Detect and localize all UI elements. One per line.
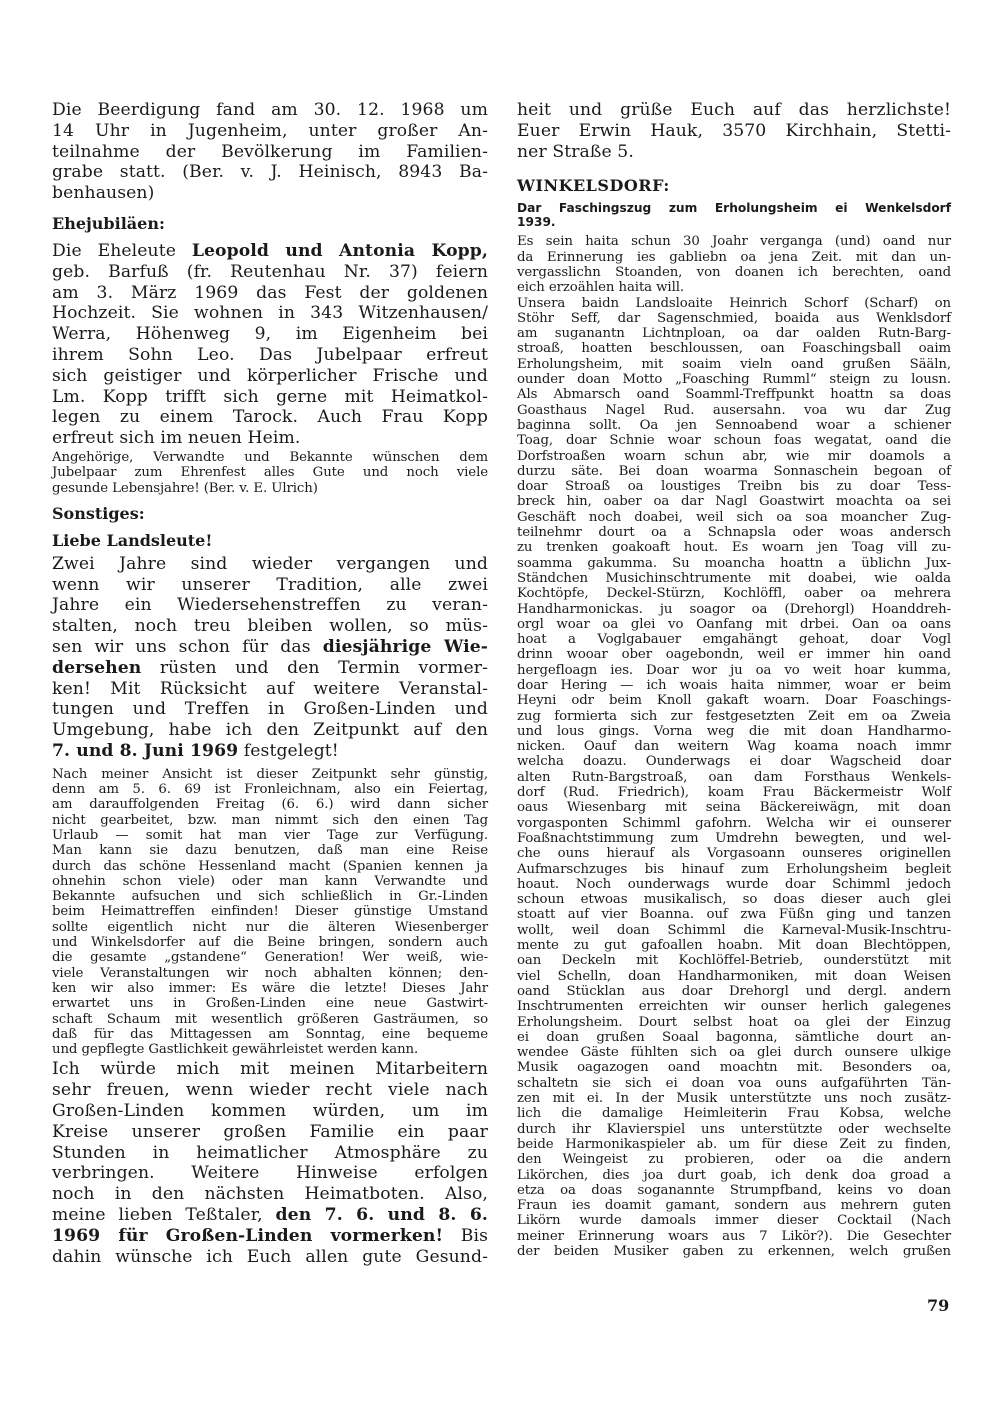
text-line: 14 Uhr in Jugenheim, unter großer An-	[52, 120, 488, 141]
heading-winkelsdorf: WINKELSDORF:	[517, 176, 670, 196]
text-line: oand Stücklan aus doar Drehorgl und dergl. andern	[517, 983, 951, 999]
text-line: Handharmonickas. ju soagor oa (Drehorgl) Hoanddreh-	[517, 601, 951, 617]
text-line: Hochzeit. Sie wohnen in 343 Witzenhausen/	[52, 303, 488, 324]
text-line: Fraun ies doamit gamant, sondern aus mehrern guten	[517, 1198, 951, 1214]
text-line: und gepflegte Gastlichkeit gewährleistet werden kann.	[52, 1042, 419, 1058]
text-line: vorgasponten Schimml gafohrn. Welcha wir ei ounserer	[517, 815, 951, 831]
text-line: oaus Wiesenbarg mit seina Bäckereiwägn, mit doan	[517, 800, 951, 816]
text-line: ounder doan Motto „Foasching Rumml“ steign zu lousn.	[517, 372, 951, 388]
text-line: zu trenken goakoaft hout. Es woarn jen Toag vill zu-	[517, 540, 951, 556]
paragraph-burial	[52, 100, 488, 204]
page-number: 79	[927, 1296, 950, 1315]
text-line: am darauffolgenden Freitag (6. 6.) wird dann sicher	[52, 797, 488, 813]
text-line: baginna sollt. Oa jen Sennoabend woar a schiener	[517, 417, 951, 433]
text-line: viel Schelln, doan Handharmoniken, mit doan Weisen	[517, 968, 951, 984]
text-line: teilnehmr dourt oa a Schnapsla oder woas andersch	[517, 525, 951, 541]
text-line: Euer Erwin Hauk, 3570 Kirchhain, Stetti-	[517, 120, 951, 141]
text-line: Dorfstroaßen woarn schun abr, wie mir doamols a	[517, 448, 951, 464]
text-line: Die Beerdigung fand am 30. 12. 1968 um	[52, 100, 488, 120]
text-line: eich erzoählen haita will.	[517, 280, 685, 296]
text-line: stoatt auf vier Boanna. ouf zwa Füßn ging und tanzen	[517, 907, 951, 923]
text-line: heit und grüße Euch auf das herzlichste!	[517, 100, 951, 120]
text-line: Dar Faschingszug zum Erholungsheim ei Wenkelsdorf	[517, 201, 951, 216]
text-line: Jahre ein Wiedersehenstreffen zu veran-	[52, 595, 488, 616]
text-line: Goasthaus Nagel Rud. ausersahn. voa wu dar Zug	[517, 402, 951, 418]
text-line: etza oa doas sogananntе Strumpfband, keins vo doan	[517, 1182, 951, 1198]
text-line: Toag, doar Schnie woar schoun foas wegatat, oand die	[517, 433, 951, 449]
paragraph-story	[517, 296, 951, 1260]
text-line: Likörn wurde damoals immer dieser Cocktail (Nach	[517, 1213, 951, 1229]
text-line: verbringen. Weitere Hinweise erfolgen	[52, 1163, 488, 1184]
text-line: meiner Erinnerung woars aus 7 Likör?). Die Gesechter	[517, 1228, 951, 1244]
text-line: geb. Barfuß (fr. Reutenhau Nr. 37) feiern	[52, 261, 488, 282]
text-line: wendee Gäste fühlten sich oa glei durch ounsere ulkige	[517, 1045, 951, 1061]
text-line: Unsera baidn Landsloaite Heinrich Schorf (Scharf) on	[517, 295, 951, 311]
text-line: oan Deckeln mit Kochlöffel-Betrieb, ounderstützt mit	[517, 953, 951, 969]
text-line: hergefloagn ies. Doar wor ju oa vo weit hoar kumma,	[517, 662, 951, 678]
text-line: tungen und Treffen in Großen-Linden und	[52, 699, 488, 720]
paragraph-zwei-jahre: Zwei Jahre sind wieder vergangen und wenn wir unserer Tradition, alle zwei Jahre ein Wiedersehenstreffen zu veran- stalten, noch treu bleiben wollen, so müs- sen wir uns schon für das diesjährige Wie- dersehen rüsten und den Termin vormer- ken! Mit Rücksicht auf weitere Veranstal- tungen und Treffen in Großen-Linden und Umgebung, habe ich den Zeitpunkt auf den 7. und 8. Juni 1969 festgelegt!	[52, 553, 488, 762]
text-line: Foaßnachtstimmung zum Umdrehn bewegten, und wel-	[517, 830, 951, 846]
text-line: nicht gearbeitet, bzw. man nimmt sich den einen Tag	[52, 812, 488, 828]
text-line: gesunde Lebensjahre! (Ber. v. E. Ulrich)	[52, 480, 318, 496]
text-line: hoat a Voglgabauer emgahängt gehoat, doar Vogl	[517, 632, 951, 648]
text-line: doar Hering — ich woais haita nimmer, woar er beim	[517, 678, 951, 693]
text-line: soamma gakumma. Su moancha hoattn a üblichn Jux-	[517, 555, 951, 571]
paragraph-kopp: Die Eheleute Leopold und Antonia Kopp, geb. Barfuß (fr. Reutenhau Nr. 37) feiern am 3. März 1969 das Fest der goldenen Hochzeit. Sie wohnen in 343 Witzenhausen/ Werra, Höhenweg 9, im Eigenheim bei ihrem Sohn Leo. Das Jubelpaar erfreut sich geistiger und körperlicher Frische und Lm. Kopp trifft sich gerne mit Heimatkol- legen zu einem Tarock. Auch Frau Kopp erfreut sich im neuen Heim.	[52, 240, 489, 449]
text-line: teilnahme der Bevölkerung im Familien-	[52, 141, 488, 162]
text-line: Erholungsheim. Dourt selbst hoat oa glei der Einzug	[517, 1014, 951, 1030]
text-line: schaft Schaum mit wesentlich größeren Gasträumen, so	[52, 1011, 488, 1027]
text-line: da Erinnerung ies gabliebn oa jena Zeit. mit dan un-	[517, 249, 951, 265]
text-line: Ständchen Musichinschtrumente mit doabei, wie oalda	[517, 570, 951, 586]
text-line: Stöhr Seff, dar Sagenschmied, boaida aus Wenklsdorf	[517, 310, 951, 326]
text-line: zug formierta sich zur festgesetzten Zeit em oa Zweia	[517, 708, 951, 724]
text-line: Zwei Jahre sind wieder vergangen und	[52, 553, 488, 574]
text-line: ohnehin schon viele) oder man kann Verwandte und	[52, 873, 488, 889]
text-line: Ich würde mich mit meinen Mitarbeitern	[52, 1059, 488, 1080]
text-line: Werra, Höhenweg 9, im Eigenheim bei	[52, 324, 488, 345]
text-line: alten Rutn-Bargstroaß, oan dam Forsthaus Wenkels-	[517, 769, 951, 785]
text-line: ner Straße 5.	[517, 141, 634, 162]
text-line: Stunden in heimatlicher Atmosphäre zu	[52, 1142, 488, 1163]
text-line: Als Abmarsch oand Soamml-Treffpunkt hoattn sa doas	[517, 387, 951, 403]
text-line: sehr freuen, wenn wieder recht viele nach	[52, 1080, 488, 1101]
text-line: doar Stroaß oa loustiges Treibn bis zu doar Tess-	[517, 479, 951, 495]
heading-liebe-landsleute: Liebe Landsleute!	[52, 530, 213, 550]
text-line: Urlaub — somit hat man vier Tage zur Verfügung.	[52, 828, 488, 843]
text-line: ken! Mit Rücksicht auf weitere Veranstal-	[52, 678, 488, 699]
text-line: beide Harmonikaspieler ab. um für diese Zeit zu finden,	[517, 1136, 951, 1152]
text-line: viele Veranstaltungen wir noch abhalten können; den-	[52, 965, 488, 981]
text-line: ken wir also immer: Es wäre die letzte! Dieses Jahr	[52, 980, 488, 996]
text-line: zen mit ei. In der Musik unterstützte uns noch zusätz-	[517, 1091, 951, 1107]
text-line: orgl woar oa glei vo Oanfang mit drbei. Oan oa oans	[517, 616, 951, 632]
heading-sonstiges: Sonstiges:	[52, 503, 145, 523]
text-line: noch in den nächsten Heimatboten. Also,	[52, 1184, 488, 1205]
text-line: Geschäft noch doabei, weil sich oa soa moancher Zug-	[517, 509, 951, 525]
text-line: schaltetn sie sich ei doan voa ouns aufgaführten Tän-	[517, 1075, 951, 1091]
text-line: Erholungsheim, mit soaim vieln oand grußen Sääln,	[517, 356, 951, 372]
text-line: wenn wir unserer Tradition, alle zwei	[52, 574, 488, 595]
text-line: Nach meiner Ansicht ist dieser Zeitpunkt sehr günstig,	[52, 766, 488, 782]
text-line: denn am 5. 6. 69 ist Fronleichnam, also ein Feiertag,	[52, 782, 488, 798]
right-column	[517, 100, 951, 1259]
text-line: che ouns hierauf als Vorgasoann ounseres originellen	[517, 846, 951, 862]
text-line: Kochtöpfe, Deckel-Stürzn, Kochlöffl, oaber oa mehrera	[517, 586, 951, 602]
text-line: legen zu einem Tarock. Auch Frau Kopp	[52, 407, 488, 428]
text-line: am suganantn Lichtnploan, oa dar oalden Rutn-Barg-	[517, 326, 951, 342]
text-line: 1939.	[517, 215, 556, 230]
subheading-faschingszug	[517, 201, 951, 229]
text-line: Jubelpaar zum Ehrenfest alles Gute und noch viele	[52, 465, 488, 481]
text-line: dorf (Rud. Friedrich), koam Frau Bäckermeistr Wolf	[517, 785, 951, 801]
text-line: breck hin, oaber oa dar Nagl Goastwirt moachta oa sei	[517, 494, 951, 510]
text-line: ei doan grußen Soaal bagonna, sämtliche dourt an-	[517, 1029, 951, 1045]
text-line: nicken. Oauf dan weitern Wag koama noach immr	[517, 739, 951, 755]
text-line: stroaß, hoatten beschloussen, oan Foaschingsball oaim	[517, 341, 951, 357]
heading-ehejubilaeen: Ehejubiläen:	[52, 213, 165, 233]
text-line: der beiden Musiker gaben zu erkennen, welch grußen	[517, 1243, 951, 1259]
text-line: sollte eigentlich nicht nur die älteren Wiesenberger	[52, 919, 488, 935]
text-line: erfreut sich im neuen Heim.	[52, 428, 301, 449]
text-line: hoaut. Noch ounderwags wurde doar Schimml jedoch	[517, 876, 951, 892]
left-column	[52, 100, 488, 1267]
text-line: Umgebung, habe ich den Zeitpunkt auf den	[52, 720, 488, 741]
text-line: Aufmarschzuges bis hinauf zum Erholungsheim begleit	[517, 861, 951, 877]
text-line: mente zu gut gafoallen hoabn. Mit doan Blechtöppen,	[517, 938, 951, 954]
text-line: vergasslichn Stoanden, von doanen ich berechten, oand	[517, 264, 951, 280]
text-line: und Winkelsdorfer auf die Beine bringen, sondern auch	[52, 935, 488, 951]
text-line: drinn wooar ober oagebondn, weil er immer hin oand	[517, 647, 951, 663]
text-line: Es sein haita schun 30 Joahr verganga (und) oand nur	[517, 234, 951, 250]
text-line: Musik oagazogen oand moachtn mit. Besonders oa,	[517, 1060, 951, 1076]
text-line: durch ihr Klavierspiel uns unterstützte oder wechselte	[517, 1121, 951, 1137]
text-line: Inschtrumenten erreichten wir ounser herlich galegenes	[517, 999, 951, 1015]
text-line: sich geistiger und körperlicher Frische und	[52, 365, 488, 386]
text-line: am 3. März 1969 das Fest der goldenen	[52, 282, 488, 303]
text-line: ihrem Sohn Leo. Das Jubelpaar erfreut	[52, 344, 488, 365]
text-line: die gesamte „gstandene“ Generation! Wer weiß, wie-	[52, 950, 488, 966]
paragraph-wishes	[52, 450, 488, 496]
text-line: stalten, noch treu bleiben wollen, so müs-	[52, 616, 488, 637]
text-line: daß für das Mittagessen am Sonntag, eine bequeme	[52, 1026, 488, 1042]
paragraph-intro	[517, 234, 951, 295]
paragraph-freuen: Ich würde mich mit meinen Mitarbeitern sehr freuen, wenn wieder recht viele nach Großen-Linden kommen würden, um im Kreise unserer großen Familie ein paar Stunden in heimatlicher Atmosphäre zu verbringen. Weitere Hinweise erfolgen noch in den nächsten Heimatboten. Also, meine lieben Teßtaler, den 7. 6. und 8. 6. 1969 für Großen-Linden vormerken! Bis dahin wünsche ich Euch allen gute Gesund-	[52, 1059, 489, 1267]
text-line: beim Heimattreffen einfinden! Dieser günstige Umstand	[52, 904, 488, 920]
text-line: lich die damalige Heimleiterin Frau Kobsa, welche	[517, 1106, 951, 1122]
text-line: Angehörige, Verwandte und Bekannte wünschen dem	[52, 449, 488, 465]
text-line: Kreise unserer großen Familie ein paar	[52, 1121, 488, 1142]
text-line: welcha doazu. Ounderwags ei doar Wagscheid doar	[517, 754, 951, 770]
text-line: und lous gings. Vorna weg die mit doan Handharmo-	[517, 723, 951, 739]
text-line: Likörchen, dies joa durt goab, ich denk doa groad a	[517, 1167, 951, 1183]
text-line: Man kann sie dazu benutzen, daß man eine Reise	[52, 843, 488, 859]
paragraph-closing	[517, 100, 951, 162]
text-line: durzu säte. Bei doan woarma Sonnaschein begoan of	[517, 463, 951, 479]
text-line: den Weingeist zu probieren, oder oa die andern	[517, 1152, 951, 1168]
paragraph-ansicht	[52, 767, 488, 1058]
text-line: schoun etwoas musikalisch, so doas dieser auch glei	[517, 892, 951, 908]
text-line: benhausen)	[52, 183, 155, 204]
text-line: Bekannte aufsuchen und sich schließlich in Gr.-Linden	[52, 889, 488, 905]
text-line: durch das schöne Hessenland macht (Spanien kennen ja	[52, 858, 488, 874]
text-line: erwartet uns in Großen-Linden eine neue Gastwirt-	[52, 996, 488, 1012]
text-line: Großen-Linden kommen würden, um im	[52, 1101, 488, 1122]
text-line: grabe statt. (Ber. v. J. Heinisch, 8943 Ba-	[52, 162, 488, 183]
text-line: wollt, weil doan Schimml die Karneval-Musik-Inschtru-	[517, 922, 951, 938]
text-line: Lm. Kopp trifft sich gerne mit Heimatkol-	[52, 386, 488, 407]
text-line: Heyni odr beim Knoll gakaft woarn. Doar Foaschings-	[517, 693, 951, 709]
